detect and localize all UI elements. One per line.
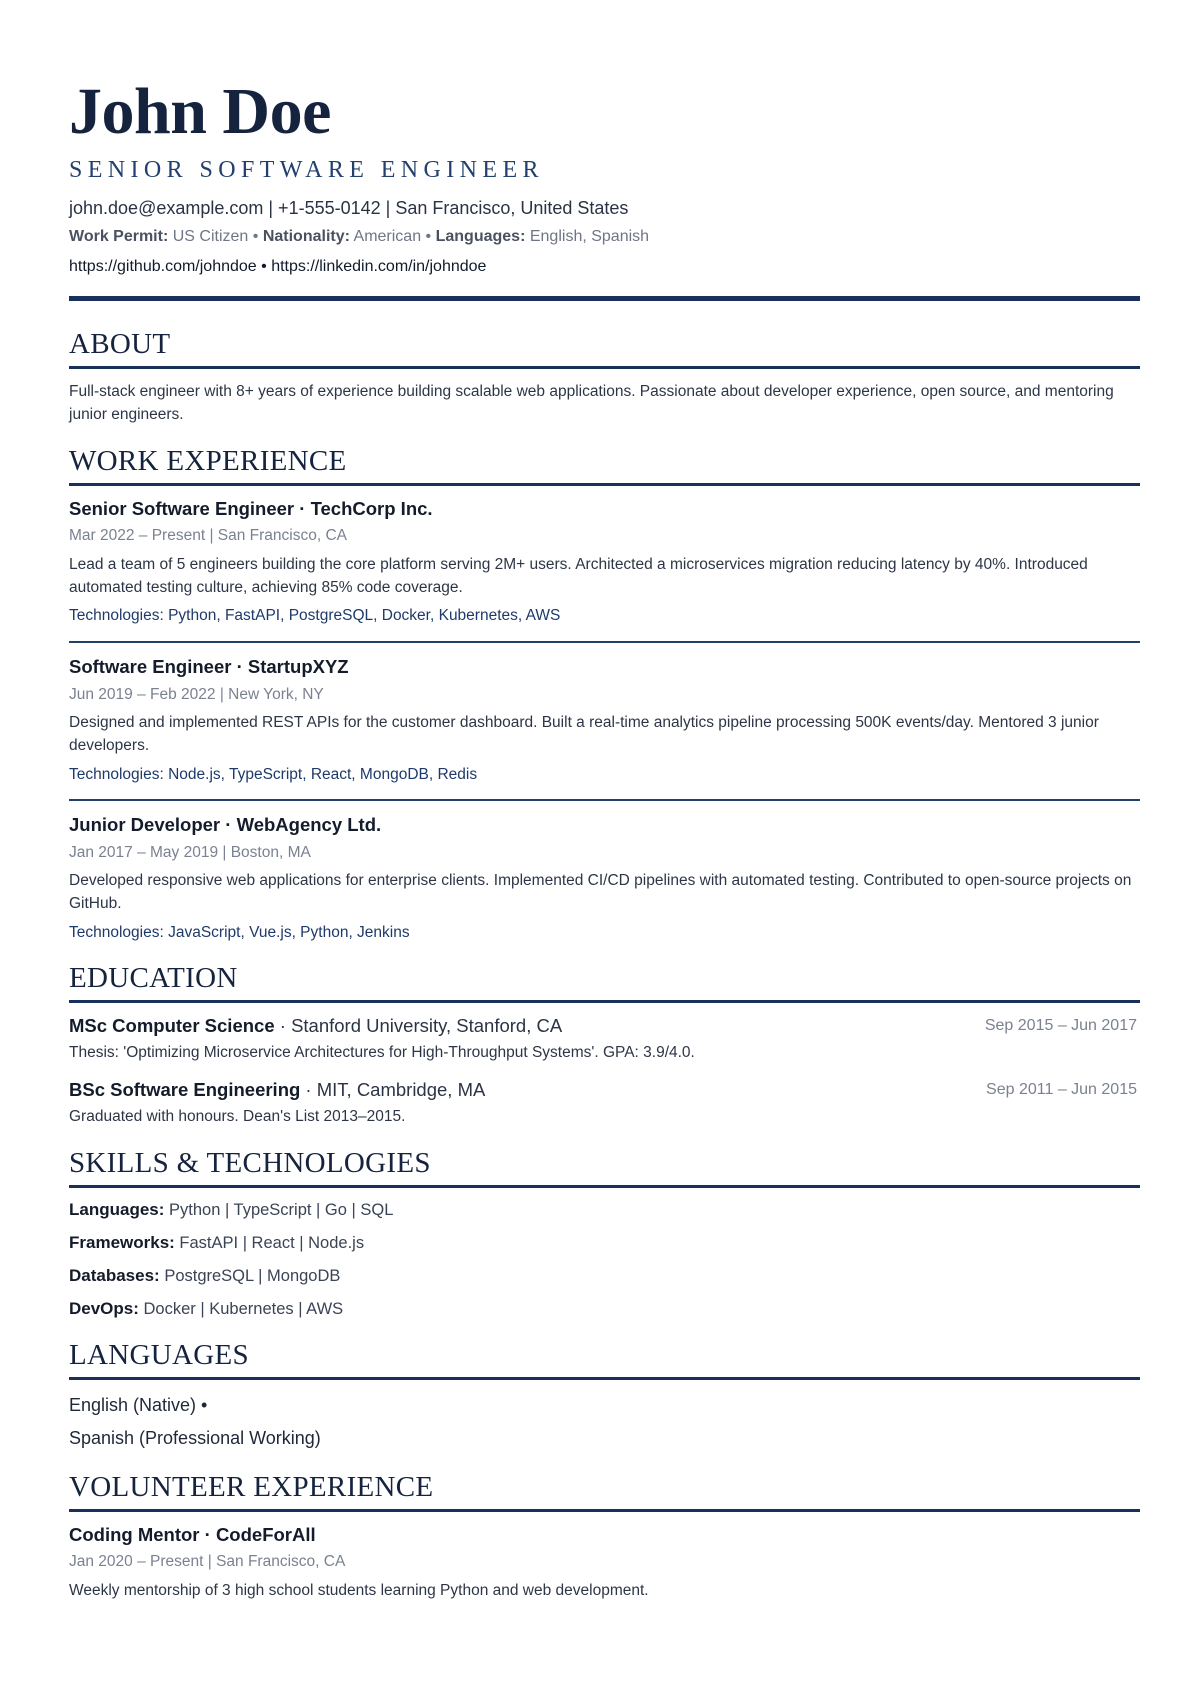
- skill-row: [69, 1199, 393, 1221]
- school-name: · MIT, Cambridge, MA: [300, 1079, 486, 1100]
- language-item: English (Native) •: [69, 1395, 208, 1415]
- section-heading-work: WORK EXPERIENCE: [69, 445, 347, 477]
- profile-links: [69, 256, 486, 278]
- skill-row: [69, 1265, 340, 1287]
- bullet-separator: •: [425, 228, 432, 245]
- github-link[interactable]: https://github.com/johndoe: [69, 258, 257, 275]
- volunteer-entry-meta: Jan 2020 – Present | San Francisco, CA: [69, 1553, 346, 1570]
- job-entry-description: Lead a team of 5 engineers building the core platform serving 2M+ users. Architected a microservices migration reducing latency by 40%. Introduced automated testing culture, achieving 85% code coverage.: [69, 556, 1088, 596]
- section-heading-languages: LANGUAGES: [69, 1339, 249, 1371]
- job-entry-technologies: Technologies: JavaScript, Vue.js, Python, Jenkins: [69, 924, 410, 941]
- degree-name: BSc Software Engineering: [69, 1079, 301, 1100]
- entry-divider: [69, 641, 1140, 643]
- nationality-label: Nationality:: [262, 228, 350, 245]
- education-dates: Sep 2011 – Jun 2015: [986, 1081, 1137, 1098]
- job-entry-meta: Jan 2017 – May 2019 | Boston, MA: [69, 844, 311, 861]
- skill-row: [69, 1298, 343, 1320]
- job-entry-title: Software Engineer · StartupXYZ: [69, 656, 349, 677]
- school-name: · Stanford University, Stanford, CA: [274, 1015, 563, 1036]
- job-entry-title: Senior Software Engineer · TechCorp Inc.: [69, 498, 433, 519]
- section-rule: [69, 483, 1140, 486]
- job-entry-title: Junior Developer · WebAgency Ltd.: [69, 814, 382, 835]
- candidate-name: John Doe: [69, 75, 331, 148]
- job-entry-description: Developed responsive web applications for enterprise clients. Implemented CI/CD pipelines with automated testing. Contributed to open-source projects on GitHub.: [69, 872, 1132, 912]
- contact-line: john.doe@example.com | +1-555-0142 | San Francisco, United States: [69, 198, 629, 218]
- skill-category: DevOps:: [69, 1299, 139, 1318]
- volunteer-entry-title: Coding Mentor · CodeForAll: [69, 1524, 316, 1545]
- education-dates: Sep 2015 – Jun 2017: [984, 1017, 1137, 1034]
- skill-values: FastAPI | React | Node.js: [179, 1234, 365, 1252]
- work-permit-label: Work Permit:: [69, 228, 169, 245]
- education-note: Graduated with honours. Dean's List 2013–2015.: [69, 1108, 406, 1125]
- skill-category: Languages:: [69, 1200, 165, 1219]
- education-entry: [69, 1078, 1140, 1102]
- bullet-separator: •: [252, 228, 259, 245]
- degree-name: MSc Computer Science: [69, 1015, 275, 1036]
- volunteer-entry-description: Weekly mentorship of 3 high school students learning Python and web development.: [69, 1582, 649, 1599]
- skill-category: Databases:: [69, 1266, 160, 1285]
- skill-category: Frameworks:: [69, 1233, 175, 1252]
- nationality-value: American: [353, 228, 422, 245]
- section-heading-volunteer: VOLUNTEER EXPERIENCE: [69, 1471, 434, 1503]
- education-note: Thesis: 'Optimizing Microservice Architectures for High-Throughput Systems'. GPA: 3.9/4.0.: [69, 1044, 695, 1061]
- section-rule: [69, 1185, 1140, 1188]
- section-rule: [69, 366, 1140, 369]
- section-rule: [69, 1377, 1140, 1380]
- bullet-separator: •: [261, 258, 267, 275]
- job-entry-meta: Mar 2022 – Present | San Francisco, CA: [69, 527, 347, 544]
- job-entry-meta: Jun 2019 – Feb 2022 | New York, NY: [69, 686, 324, 703]
- section-heading-about: ABOUT: [69, 328, 171, 360]
- work-permit-value: US Citizen: [172, 228, 249, 245]
- section-heading-education: EDUCATION: [69, 962, 238, 994]
- education-entry: [69, 1014, 1140, 1038]
- section-rule: [69, 1509, 1140, 1512]
- personal-details: [69, 226, 649, 248]
- skill-row: [69, 1232, 364, 1254]
- job-entry-technologies: Technologies: Node.js, TypeScript, React, MongoDB, Redis: [69, 766, 478, 783]
- job-title: SENIOR SOFTWARE ENGINEER: [69, 157, 544, 183]
- languages-label: Languages:: [435, 228, 526, 245]
- languages-value: English, Spanish: [529, 228, 650, 245]
- skill-values: PostgreSQL | MongoDB: [164, 1267, 341, 1285]
- header-divider: [69, 296, 1140, 301]
- skill-values: Python | TypeScript | Go | SQL: [169, 1201, 394, 1219]
- entry-divider: [69, 799, 1140, 801]
- section-rule: [69, 1000, 1140, 1003]
- job-entry-technologies: Technologies: Python, FastAPI, PostgreSQL, Docker, Kubernetes, AWS: [69, 607, 561, 624]
- job-entry-description: Designed and implemented REST APIs for the customer dashboard. Built a real-time analytics pipeline processing 500K events/day. Mentored 3 junior developers.: [69, 714, 1099, 754]
- language-item: Spanish (Professional Working): [69, 1428, 321, 1448]
- about-text: Full-stack engineer with 8+ years of experience building scalable web applications. Passionate about developer experience, open source, and mentoring junior engineers.: [69, 383, 1114, 423]
- linkedin-link[interactable]: https://linkedin.com/in/johndoe: [271, 258, 487, 275]
- skill-values: Docker | Kubernetes | AWS: [143, 1300, 344, 1318]
- section-heading-skills: SKILLS & TECHNOLOGIES: [69, 1147, 431, 1179]
